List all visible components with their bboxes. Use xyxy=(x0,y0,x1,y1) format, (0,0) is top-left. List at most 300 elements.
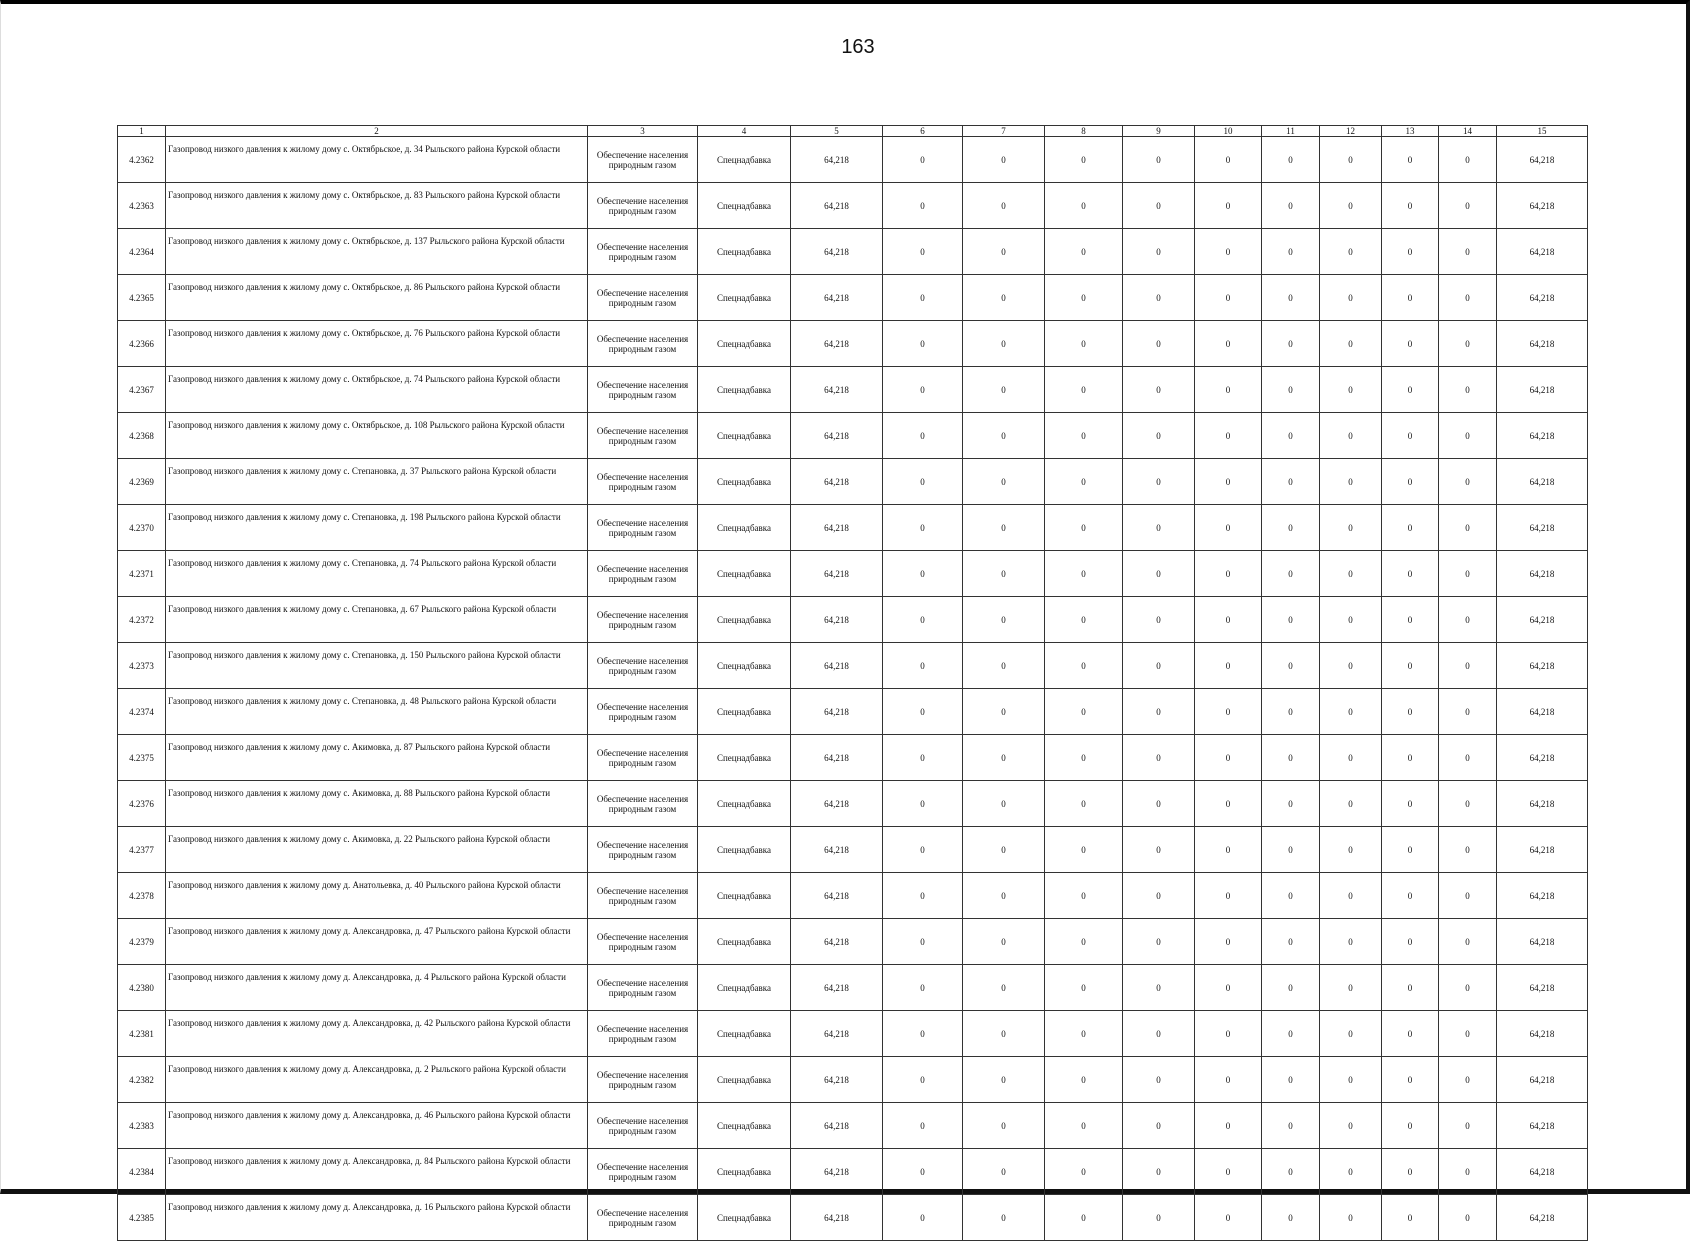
cell-c5: 64,218 xyxy=(791,643,883,689)
cell-name: Газопровод низкого давления к жилому дому с. Степановка, д. 198 Рыльского района Курской области xyxy=(166,505,588,551)
cell-c12: 0 xyxy=(1320,643,1382,689)
cell-code: 4.2384 xyxy=(118,1149,166,1195)
cell-c15: 64,218 xyxy=(1497,873,1588,919)
cell-c15: 64,218 xyxy=(1497,275,1588,321)
cell-c9: 0 xyxy=(1123,505,1195,551)
cell-c11: 0 xyxy=(1262,735,1320,781)
cell-c8: 0 xyxy=(1045,919,1123,965)
cell-c13: 0 xyxy=(1382,275,1439,321)
cell-c14: 0 xyxy=(1439,229,1497,275)
cell-purpose: Обеспечение населения природным газом xyxy=(588,229,698,275)
column-number-row xyxy=(118,126,1588,137)
cell-code: 4.2369 xyxy=(118,459,166,505)
column-header-7: 7 xyxy=(963,126,1045,137)
cell-c11: 0 xyxy=(1262,137,1320,183)
cell-c12: 0 xyxy=(1320,137,1382,183)
cell-c10: 0 xyxy=(1195,459,1262,505)
column-header-1: 1 xyxy=(118,126,166,137)
cell-c9: 0 xyxy=(1123,873,1195,919)
cell-c14: 0 xyxy=(1439,137,1497,183)
cell-source: Спецнадбавка xyxy=(698,275,791,321)
column-header-2: 2 xyxy=(166,126,588,137)
table-row xyxy=(118,229,1588,275)
cell-source: Спецнадбавка xyxy=(698,965,791,1011)
cell-c6: 0 xyxy=(883,597,963,643)
cell-source: Спецнадбавка xyxy=(698,321,791,367)
cell-purpose: Обеспечение населения природным газом xyxy=(588,1195,698,1241)
cell-c8: 0 xyxy=(1045,689,1123,735)
table-row xyxy=(118,1103,1588,1149)
cell-c12: 0 xyxy=(1320,1103,1382,1149)
cell-c7: 0 xyxy=(963,1057,1045,1103)
cell-c9: 0 xyxy=(1123,827,1195,873)
cell-c6: 0 xyxy=(883,229,963,275)
cell-c8: 0 xyxy=(1045,551,1123,597)
cell-c11: 0 xyxy=(1262,229,1320,275)
cell-c9: 0 xyxy=(1123,919,1195,965)
cell-c12: 0 xyxy=(1320,965,1382,1011)
cell-c9: 0 xyxy=(1123,1057,1195,1103)
cell-c9: 0 xyxy=(1123,459,1195,505)
cell-c11: 0 xyxy=(1262,1011,1320,1057)
cell-c13: 0 xyxy=(1382,183,1439,229)
cell-c14: 0 xyxy=(1439,1195,1497,1241)
cell-c15: 64,218 xyxy=(1497,1057,1588,1103)
cell-c5: 64,218 xyxy=(791,827,883,873)
cell-code: 4.2382 xyxy=(118,1057,166,1103)
cell-c15: 64,218 xyxy=(1497,229,1588,275)
column-header-9: 9 xyxy=(1123,126,1195,137)
cell-c12: 0 xyxy=(1320,735,1382,781)
cell-c7: 0 xyxy=(963,275,1045,321)
cell-source: Спецнадбавка xyxy=(698,643,791,689)
cell-name: Газопровод низкого давления к жилому дому с. Октябрьское, д. 34 Рыльского района Курской области xyxy=(166,137,588,183)
cell-c12: 0 xyxy=(1320,551,1382,597)
cell-c10: 0 xyxy=(1195,275,1262,321)
cell-c15: 64,218 xyxy=(1497,137,1588,183)
table-row xyxy=(118,1011,1588,1057)
cell-c10: 0 xyxy=(1195,413,1262,459)
cell-c11: 0 xyxy=(1262,1057,1320,1103)
cell-c10: 0 xyxy=(1195,137,1262,183)
cell-c7: 0 xyxy=(963,1149,1045,1195)
cell-code: 4.2374 xyxy=(118,689,166,735)
cell-c9: 0 xyxy=(1123,781,1195,827)
cell-purpose: Обеспечение населения природным газом xyxy=(588,965,698,1011)
cell-c12: 0 xyxy=(1320,873,1382,919)
cell-c11: 0 xyxy=(1262,827,1320,873)
cell-c14: 0 xyxy=(1439,275,1497,321)
cell-code: 4.2383 xyxy=(118,1103,166,1149)
cell-c12: 0 xyxy=(1320,367,1382,413)
cell-name: Газопровод низкого давления к жилому дому с. Степановка, д. 150 Рыльского района Курской области xyxy=(166,643,588,689)
cell-c7: 0 xyxy=(963,459,1045,505)
cell-c13: 0 xyxy=(1382,873,1439,919)
cell-c14: 0 xyxy=(1439,689,1497,735)
cell-c11: 0 xyxy=(1262,505,1320,551)
cell-c15: 64,218 xyxy=(1497,597,1588,643)
cell-c9: 0 xyxy=(1123,367,1195,413)
table-row xyxy=(118,367,1588,413)
cell-c7: 0 xyxy=(963,965,1045,1011)
cell-c14: 0 xyxy=(1439,183,1497,229)
cell-c14: 0 xyxy=(1439,965,1497,1011)
cell-purpose: Обеспечение населения природным газом xyxy=(588,1057,698,1103)
cell-code: 4.2379 xyxy=(118,919,166,965)
cell-c12: 0 xyxy=(1320,1149,1382,1195)
cell-c10: 0 xyxy=(1195,689,1262,735)
cell-source: Спецнадбавка xyxy=(698,735,791,781)
cell-c10: 0 xyxy=(1195,873,1262,919)
cell-c6: 0 xyxy=(883,505,963,551)
cell-c13: 0 xyxy=(1382,229,1439,275)
cell-source: Спецнадбавка xyxy=(698,1195,791,1241)
cell-c13: 0 xyxy=(1382,367,1439,413)
cell-c10: 0 xyxy=(1195,781,1262,827)
cell-c5: 64,218 xyxy=(791,183,883,229)
cell-c9: 0 xyxy=(1123,735,1195,781)
cell-code: 4.2381 xyxy=(118,1011,166,1057)
cell-c11: 0 xyxy=(1262,919,1320,965)
cell-c8: 0 xyxy=(1045,1057,1123,1103)
cell-code: 4.2378 xyxy=(118,873,166,919)
cell-c15: 64,218 xyxy=(1497,965,1588,1011)
cell-c7: 0 xyxy=(963,873,1045,919)
cell-c11: 0 xyxy=(1262,597,1320,643)
cell-c8: 0 xyxy=(1045,643,1123,689)
column-header-15: 15 xyxy=(1497,126,1588,137)
cell-c5: 64,218 xyxy=(791,1195,883,1241)
cell-c7: 0 xyxy=(963,367,1045,413)
cell-c7: 0 xyxy=(963,781,1045,827)
cell-name: Газопровод низкого давления к жилому дому с. Акимовка, д. 22 Рыльского района Курской области xyxy=(166,827,588,873)
cell-c10: 0 xyxy=(1195,735,1262,781)
column-header-11: 11 xyxy=(1262,126,1320,137)
cell-purpose: Обеспечение населения природным газом xyxy=(588,873,698,919)
cell-c8: 0 xyxy=(1045,873,1123,919)
cell-c15: 64,218 xyxy=(1497,413,1588,459)
cell-c7: 0 xyxy=(963,643,1045,689)
cell-c8: 0 xyxy=(1045,505,1123,551)
cell-c11: 0 xyxy=(1262,551,1320,597)
cell-c8: 0 xyxy=(1045,735,1123,781)
cell-c6: 0 xyxy=(883,137,963,183)
cell-c15: 64,218 xyxy=(1497,321,1588,367)
cell-c5: 64,218 xyxy=(791,229,883,275)
column-header-14: 14 xyxy=(1439,126,1497,137)
cell-c14: 0 xyxy=(1439,1011,1497,1057)
cell-c14: 0 xyxy=(1439,643,1497,689)
cell-c5: 64,218 xyxy=(791,551,883,597)
cell-code: 4.2376 xyxy=(118,781,166,827)
cell-c6: 0 xyxy=(883,827,963,873)
cell-c5: 64,218 xyxy=(791,597,883,643)
table-row xyxy=(118,919,1588,965)
cell-code: 4.2364 xyxy=(118,229,166,275)
cell-name: Газопровод низкого давления к жилому дому с. Октябрьское, д. 76 Рыльского района Курской области xyxy=(166,321,588,367)
table-row xyxy=(118,321,1588,367)
cell-c15: 64,218 xyxy=(1497,459,1588,505)
cell-c9: 0 xyxy=(1123,1195,1195,1241)
cell-c15: 64,218 xyxy=(1497,781,1588,827)
cell-c15: 64,218 xyxy=(1497,735,1588,781)
cell-c13: 0 xyxy=(1382,689,1439,735)
table-row xyxy=(118,1149,1588,1195)
table-row xyxy=(118,137,1588,183)
cell-source: Спецнадбавка xyxy=(698,229,791,275)
cell-code: 4.2377 xyxy=(118,827,166,873)
cell-c6: 0 xyxy=(883,551,963,597)
cell-c14: 0 xyxy=(1439,505,1497,551)
cell-c8: 0 xyxy=(1045,1011,1123,1057)
cell-purpose: Обеспечение населения природным газом xyxy=(588,551,698,597)
cell-name: Газопровод низкого давления к жилому дому д. Александровка, д. 46 Рыльского района Курской области xyxy=(166,1103,588,1149)
table-row xyxy=(118,827,1588,873)
cell-c12: 0 xyxy=(1320,321,1382,367)
cell-c9: 0 xyxy=(1123,643,1195,689)
cell-c13: 0 xyxy=(1382,1011,1439,1057)
cell-c8: 0 xyxy=(1045,321,1123,367)
cell-code: 4.2367 xyxy=(118,367,166,413)
cell-c8: 0 xyxy=(1045,137,1123,183)
cell-c7: 0 xyxy=(963,1103,1045,1149)
cell-code: 4.2380 xyxy=(118,965,166,1011)
cell-c10: 0 xyxy=(1195,321,1262,367)
cell-c14: 0 xyxy=(1439,413,1497,459)
cell-c13: 0 xyxy=(1382,459,1439,505)
table-row xyxy=(118,1057,1588,1103)
page-number: 163 xyxy=(841,36,875,58)
cell-c15: 64,218 xyxy=(1497,1103,1588,1149)
cell-source: Спецнадбавка xyxy=(698,689,791,735)
cell-purpose: Обеспечение населения природным газом xyxy=(588,781,698,827)
column-header-12: 12 xyxy=(1320,126,1382,137)
cell-c15: 64,218 xyxy=(1497,827,1588,873)
cell-c6: 0 xyxy=(883,643,963,689)
column-header-3: 3 xyxy=(588,126,698,137)
cell-name: Газопровод низкого давления к жилому дому с. Октябрьское, д. 108 Рыльского района Курской области xyxy=(166,413,588,459)
cell-c8: 0 xyxy=(1045,229,1123,275)
cell-source: Спецнадбавка xyxy=(698,367,791,413)
cell-c12: 0 xyxy=(1320,827,1382,873)
cell-c10: 0 xyxy=(1195,551,1262,597)
cell-c11: 0 xyxy=(1262,643,1320,689)
cell-c11: 0 xyxy=(1262,367,1320,413)
cell-c12: 0 xyxy=(1320,183,1382,229)
cell-code: 4.2365 xyxy=(118,275,166,321)
cell-c15: 64,218 xyxy=(1497,1195,1588,1241)
cell-source: Спецнадбавка xyxy=(698,1149,791,1195)
cell-c10: 0 xyxy=(1195,919,1262,965)
cell-source: Спецнадбавка xyxy=(698,551,791,597)
cell-c11: 0 xyxy=(1262,459,1320,505)
cell-code: 4.2372 xyxy=(118,597,166,643)
cell-purpose: Обеспечение населения природным газом xyxy=(588,689,698,735)
cell-c8: 0 xyxy=(1045,827,1123,873)
cell-purpose: Обеспечение населения природным газом xyxy=(588,367,698,413)
cell-c8: 0 xyxy=(1045,781,1123,827)
cell-c13: 0 xyxy=(1382,1057,1439,1103)
cell-c14: 0 xyxy=(1439,321,1497,367)
cell-c10: 0 xyxy=(1195,1057,1262,1103)
table-row xyxy=(118,643,1588,689)
cell-c13: 0 xyxy=(1382,1195,1439,1241)
cell-source: Спецнадбавка xyxy=(698,183,791,229)
cell-purpose: Обеспечение населения природным газом xyxy=(588,413,698,459)
cell-name: Газопровод низкого давления к жилому дому д. Александровка, д. 84 Рыльского района Курской области xyxy=(166,1149,588,1195)
table-row xyxy=(118,781,1588,827)
cell-c9: 0 xyxy=(1123,183,1195,229)
cell-c5: 64,218 xyxy=(791,781,883,827)
cell-c11: 0 xyxy=(1262,1103,1320,1149)
cell-c13: 0 xyxy=(1382,919,1439,965)
cell-c13: 0 xyxy=(1382,597,1439,643)
cell-name: Газопровод низкого давления к жилому дому с. Октябрьское, д. 83 Рыльского района Курской области xyxy=(166,183,588,229)
cell-c7: 0 xyxy=(963,413,1045,459)
cell-c6: 0 xyxy=(883,735,963,781)
cell-c8: 0 xyxy=(1045,413,1123,459)
table-body xyxy=(118,137,1588,1241)
column-header-13: 13 xyxy=(1382,126,1439,137)
cell-c11: 0 xyxy=(1262,413,1320,459)
cell-c10: 0 xyxy=(1195,827,1262,873)
cell-c14: 0 xyxy=(1439,551,1497,597)
cell-c7: 0 xyxy=(963,1195,1045,1241)
cell-c9: 0 xyxy=(1123,597,1195,643)
cell-c9: 0 xyxy=(1123,1011,1195,1057)
cell-c7: 0 xyxy=(963,735,1045,781)
cell-code: 4.2362 xyxy=(118,137,166,183)
cell-code: 4.2371 xyxy=(118,551,166,597)
cell-c12: 0 xyxy=(1320,781,1382,827)
column-header-5: 5 xyxy=(791,126,883,137)
cell-c15: 64,218 xyxy=(1497,689,1588,735)
cell-c11: 0 xyxy=(1262,321,1320,367)
cell-code: 4.2368 xyxy=(118,413,166,459)
cell-name: Газопровод низкого давления к жилому дому д. Александровка, д. 4 Рыльского района Курской области xyxy=(166,965,588,1011)
cell-c10: 0 xyxy=(1195,597,1262,643)
cell-c14: 0 xyxy=(1439,735,1497,781)
cell-c7: 0 xyxy=(963,551,1045,597)
cell-purpose: Обеспечение населения природным газом xyxy=(588,505,698,551)
cell-source: Спецнадбавка xyxy=(698,1103,791,1149)
cell-purpose: Обеспечение населения природным газом xyxy=(588,597,698,643)
cell-c7: 0 xyxy=(963,689,1045,735)
column-header-4: 4 xyxy=(698,126,791,137)
cell-source: Спецнадбавка xyxy=(698,137,791,183)
cell-c13: 0 xyxy=(1382,137,1439,183)
cell-c5: 64,218 xyxy=(791,1057,883,1103)
cell-c6: 0 xyxy=(883,689,963,735)
cell-c9: 0 xyxy=(1123,1149,1195,1195)
cell-c6: 0 xyxy=(883,459,963,505)
cell-c15: 64,218 xyxy=(1497,183,1588,229)
cell-c5: 64,218 xyxy=(791,413,883,459)
cell-purpose: Обеспечение населения природным газом xyxy=(588,919,698,965)
cell-c11: 0 xyxy=(1262,1149,1320,1195)
cell-c14: 0 xyxy=(1439,459,1497,505)
cell-c5: 64,218 xyxy=(791,137,883,183)
table-row xyxy=(118,735,1588,781)
cell-c6: 0 xyxy=(883,965,963,1011)
cell-c14: 0 xyxy=(1439,919,1497,965)
table-row xyxy=(118,459,1588,505)
cell-c10: 0 xyxy=(1195,1195,1262,1241)
cell-c11: 0 xyxy=(1262,781,1320,827)
cell-c6: 0 xyxy=(883,1057,963,1103)
cell-c12: 0 xyxy=(1320,413,1382,459)
cell-name: Газопровод низкого давления к жилому дому с. Октябрьское, д. 74 Рыльского района Курской области xyxy=(166,367,588,413)
cell-c12: 0 xyxy=(1320,275,1382,321)
table-row xyxy=(118,965,1588,1011)
cell-c5: 64,218 xyxy=(791,919,883,965)
column-header-8: 8 xyxy=(1045,126,1123,137)
cell-c14: 0 xyxy=(1439,367,1497,413)
cell-c9: 0 xyxy=(1123,689,1195,735)
cell-purpose: Обеспечение населения природным газом xyxy=(588,643,698,689)
cell-c14: 0 xyxy=(1439,1103,1497,1149)
cell-purpose: Обеспечение населения природным газом xyxy=(588,459,698,505)
cell-c11: 0 xyxy=(1262,183,1320,229)
cell-c6: 0 xyxy=(883,919,963,965)
cell-name: Газопровод низкого давления к жилому дому д. Александровка, д. 2 Рыльского района Курской области xyxy=(166,1057,588,1103)
register-table xyxy=(117,125,1588,1241)
table-row xyxy=(118,873,1588,919)
cell-source: Спецнадбавка xyxy=(698,919,791,965)
cell-c13: 0 xyxy=(1382,413,1439,459)
column-header-10: 10 xyxy=(1195,126,1262,137)
cell-c6: 0 xyxy=(883,1149,963,1195)
cell-c13: 0 xyxy=(1382,551,1439,597)
cell-name: Газопровод низкого давления к жилому дому д. Александровка, д. 47 Рыльского района Курской области xyxy=(166,919,588,965)
cell-code: 4.2385 xyxy=(118,1195,166,1241)
cell-source: Спецнадбавка xyxy=(698,827,791,873)
cell-c10: 0 xyxy=(1195,183,1262,229)
cell-source: Спецнадбавка xyxy=(698,597,791,643)
cell-c5: 64,218 xyxy=(791,275,883,321)
cell-c8: 0 xyxy=(1045,965,1123,1011)
cell-c6: 0 xyxy=(883,367,963,413)
cell-c11: 0 xyxy=(1262,275,1320,321)
cell-c14: 0 xyxy=(1439,1057,1497,1103)
cell-c15: 64,218 xyxy=(1497,643,1588,689)
cell-c12: 0 xyxy=(1320,1057,1382,1103)
cell-c12: 0 xyxy=(1320,1195,1382,1241)
cell-code: 4.2375 xyxy=(118,735,166,781)
cell-c6: 0 xyxy=(883,413,963,459)
cell-code: 4.2366 xyxy=(118,321,166,367)
table-row xyxy=(118,551,1588,597)
cell-name: Газопровод низкого давления к жилому дому с. Степановка, д. 67 Рыльского района Курской области xyxy=(166,597,588,643)
cell-name: Газопровод низкого давления к жилому дому с. Степановка, д. 37 Рыльского района Курской области xyxy=(166,459,588,505)
cell-c5: 64,218 xyxy=(791,965,883,1011)
cell-c5: 64,218 xyxy=(791,735,883,781)
cell-c7: 0 xyxy=(963,505,1045,551)
cell-source: Спецнадбавка xyxy=(698,1011,791,1057)
cell-c8: 0 xyxy=(1045,459,1123,505)
table-row xyxy=(118,689,1588,735)
cell-c9: 0 xyxy=(1123,413,1195,459)
cell-c8: 0 xyxy=(1045,1149,1123,1195)
column-header-6: 6 xyxy=(883,126,963,137)
cell-c10: 0 xyxy=(1195,505,1262,551)
cell-c5: 64,218 xyxy=(791,689,883,735)
cell-code: 4.2363 xyxy=(118,183,166,229)
cell-c11: 0 xyxy=(1262,1195,1320,1241)
cell-name: Газопровод низкого давления к жилому дому с. Октябрьское, д. 137 Рыльского района Курской области xyxy=(166,229,588,275)
cell-c7: 0 xyxy=(963,597,1045,643)
cell-source: Спецнадбавка xyxy=(698,505,791,551)
